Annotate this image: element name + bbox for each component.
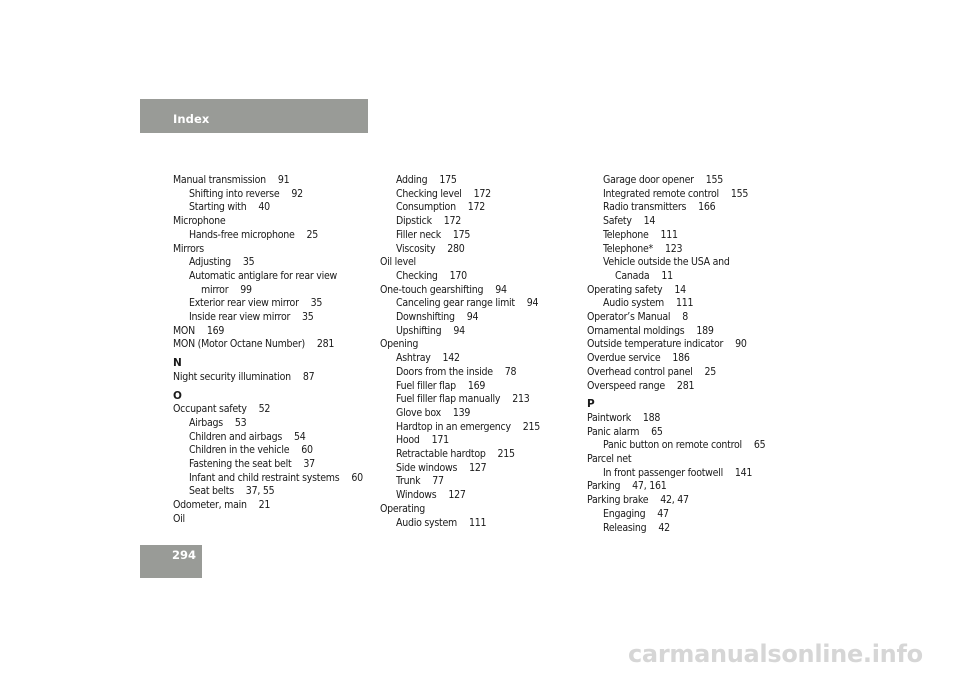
index-subentry: Canada 11 <box>615 269 673 282</box>
index-subentry: Adjusting 35 <box>189 256 255 269</box>
index-subentry: Exterior rear view mirror 35 <box>189 297 323 310</box>
index-subentry: Starting with 40 <box>189 201 270 214</box>
index-subentry: Viscosity 280 <box>396 242 465 255</box>
index-entry: Operator’s Manual 8 <box>587 311 688 324</box>
index-subentry: Children in the vehicle 60 <box>189 444 313 457</box>
index-subentry: Telephone* 123 <box>603 242 683 255</box>
index-subentry: Engaging 47 <box>603 507 669 520</box>
page-number-box <box>140 545 202 578</box>
index-subentry: Seat belts 37, 55 <box>189 485 275 498</box>
index-subentry: Hood 171 <box>396 434 449 447</box>
index-subentry: Side windows 127 <box>396 461 487 474</box>
index-entry: Oil level <box>380 256 416 269</box>
index-subentry: mirror 99 <box>201 283 252 296</box>
page-number: 294 <box>172 548 197 562</box>
index-subentry: Canceling gear range limit 94 <box>396 297 539 310</box>
index-subentry: Automatic antiglare for rear view <box>189 269 338 282</box>
index-subentry: Retractable hardtop 215 <box>396 448 515 461</box>
index-subentry: Adding 175 <box>396 174 457 186</box>
index-entry: Microphone <box>173 215 226 228</box>
index-subentry: Trunk 77 <box>396 475 444 488</box>
index-column-3 <box>587 174 797 535</box>
index-column-1 <box>173 174 373 527</box>
index-subentry: Checking 170 <box>396 269 467 282</box>
index-subentry: Doors from the inside 78 <box>396 365 517 378</box>
index-subentry: Fuel filler flap manually 213 <box>396 393 530 406</box>
watermark: carmanualsonline.info <box>628 640 923 668</box>
index-subentry: Glove box 139 <box>396 406 471 419</box>
index-entry: Night security illumination 87 <box>173 370 315 383</box>
index-subentry: Integrated remote control 155 <box>603 187 749 200</box>
index-entry: Paintwork 188 <box>587 411 661 424</box>
index-entry: Manual transmission 91 <box>173 174 290 186</box>
index-subentry: Filler neck 175 <box>396 228 471 241</box>
index-entry: Parking brake 42, 47 <box>587 494 689 507</box>
index-subentry: Panic button on remote control 65 <box>603 439 766 452</box>
section-title: Index <box>173 112 210 126</box>
index-subentry: Audio system 111 <box>396 516 487 529</box>
index-subentry: Downshifting 94 <box>396 311 479 324</box>
index-letter-heading: O <box>173 389 182 402</box>
index-entry: Outside temperature indicator 90 <box>587 338 747 351</box>
index-entry: One-touch gearshifting 94 <box>380 283 507 296</box>
index-subentry: Airbags 53 <box>189 416 247 429</box>
index-subentry: In front passenger footwell 141 <box>603 466 753 479</box>
index-subentry: Infant and child restraint systems 60 <box>189 471 363 484</box>
index-subentry: Checking level 172 <box>396 187 491 200</box>
index-entry: Overspeed range 281 <box>587 379 695 392</box>
index-letter-heading: P <box>587 398 595 411</box>
index-subentry: Safety 14 <box>603 215 656 228</box>
index-subentry: Shifting into reverse 92 <box>189 187 303 200</box>
index-subentry: Hands-free microphone 25 <box>189 228 319 241</box>
index-subentry: Consumption 172 <box>396 201 486 214</box>
index-subentry: Garage door opener 155 <box>603 174 724 186</box>
index-subentry: Windows 127 <box>396 489 466 502</box>
index-subentry: Hardtop in an emergency 215 <box>396 420 541 433</box>
index-column-2 <box>380 174 580 530</box>
index-entry: Odometer, main 21 <box>173 499 271 512</box>
index-subentry: Telephone 111 <box>603 228 678 241</box>
index-entry: Overhead control panel 25 <box>587 365 717 378</box>
index-entry: Operating safety 14 <box>587 283 686 296</box>
index-subentry: Dipstick 172 <box>396 215 462 228</box>
index-subentry: Audio system 111 <box>603 297 694 310</box>
index-letter-heading: N <box>173 357 182 370</box>
index-entry: Opening <box>380 338 419 351</box>
section-header-bar <box>140 99 368 133</box>
index-entry: MON (Motor Octane Number) 281 <box>173 338 335 351</box>
index-entry: MON 169 <box>173 324 225 337</box>
index-entry: Ornamental moldings 189 <box>587 324 714 337</box>
index-entry: Overdue service 186 <box>587 352 690 365</box>
index-subentry: Radio transmitters 166 <box>603 201 716 214</box>
index-entry: Parking 47, 161 <box>587 480 667 493</box>
index-entry: Oil <box>173 512 185 525</box>
index-subentry: Inside rear view mirror 35 <box>189 311 314 324</box>
index-subentry: Children and airbags 54 <box>189 430 306 443</box>
index-subentry: Releasing 42 <box>603 521 670 534</box>
index-entry: Mirrors <box>173 242 204 255</box>
index-subentry: Ashtray 142 <box>396 352 460 365</box>
index-subentry: Fuel filler flap 169 <box>396 379 486 392</box>
index-subentry: Vehicle outside the USA and <box>603 256 730 269</box>
index-subentry: Fastening the seat belt 37 <box>189 458 315 471</box>
index-subentry: Upshifting 94 <box>396 324 465 337</box>
index-entry: Panic alarm 65 <box>587 425 663 438</box>
index-entry: Parcel net <box>587 453 632 466</box>
index-entry: Operating <box>380 502 425 515</box>
index-entry: Occupant safety 52 <box>173 403 271 416</box>
